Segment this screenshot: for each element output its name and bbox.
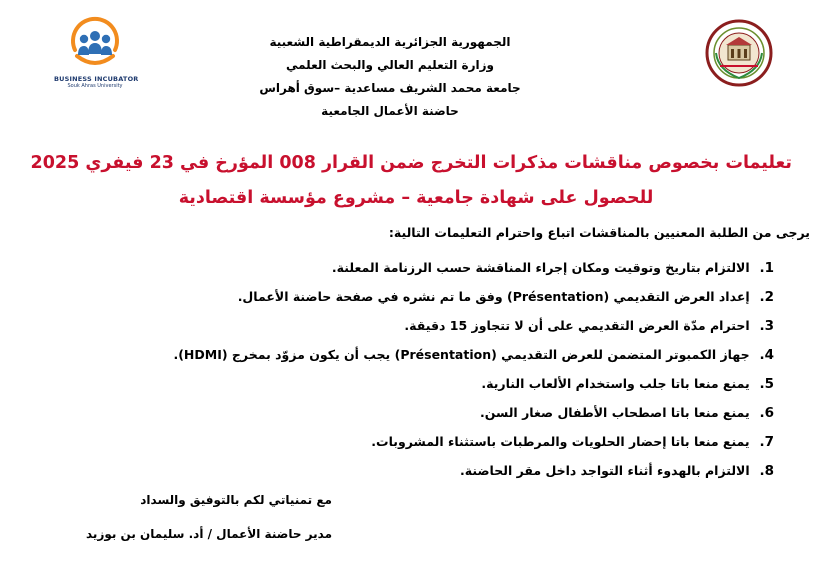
- rules-list: [54, 256, 774, 488]
- header-incubator: حاضنة الأعمال الجامعية: [321, 104, 459, 118]
- university-seal-logo: [704, 18, 774, 88]
- rule-item: [54, 430, 774, 459]
- director-signature: مدير حاضنة الأعمال / أد. سليمان بن بوزيد: [86, 527, 332, 541]
- rule-number: 7.: [759, 434, 774, 450]
- header-republic: الجمهورية الجزائرية الديمقراطية الشعبية: [269, 35, 511, 49]
- university-seal-icon: [704, 18, 774, 88]
- rule-text: يمنع منعا باتا اصطحاب الأطفال صغار السن.: [480, 405, 750, 420]
- rule-number: 8.: [759, 463, 774, 479]
- rule-item: [54, 343, 774, 372]
- rule-item: [54, 401, 774, 430]
- rule-number: 4.: [759, 347, 774, 363]
- header-ministry: وزارة التعليم العالي والبحث العلمي: [285, 58, 495, 72]
- document-title-line-2: للحصول على شهادة جامعية – مشروع مؤسسة اقتصادية: [178, 188, 654, 208]
- rule-item: [54, 372, 774, 401]
- document-title-line-1: تعليمات بخصوص مناقشات مذكرات التخرج ضمن القرار 008 المؤرخ في 23 فيفري 2025: [30, 153, 792, 173]
- header-university: جامعة محمد الشريف مساعدية –سوق أهراس: [259, 81, 521, 95]
- rule-number: 6.: [759, 405, 774, 421]
- rule-number: 5.: [759, 376, 774, 392]
- incubator-people-icon: [65, 14, 125, 74]
- incubator-logo-title: BUSINESS INCUBATOR: [54, 75, 139, 83]
- rule-text: يمنع منعا باتا إحضار الحلويات والمرطبات باستثناء المشروبات.: [371, 434, 750, 449]
- incubator-logo-subtitle: Souk Ahras University: [67, 83, 123, 89]
- rule-number: 3.: [759, 318, 774, 334]
- rule-item: [54, 285, 774, 314]
- institution-header: [200, 31, 580, 123]
- rule-text: جهاز الكمبوتر المتضمن للعرض التقديمي (Présentation) يجب أن يكون مزوّد بمخرج (HDMI).: [173, 347, 750, 362]
- intro-paragraph: يرجى من الطلبة المعنيين بالمناقشات اتباع واحترام التعليمات التالية:: [388, 225, 810, 240]
- rule-number: 2.: [759, 289, 774, 305]
- closing-wish: مع تمنياتي لكم بالتوفيق والسداد: [140, 493, 332, 507]
- rule-text: الالتزام بتاريخ وتوقيت ومكان إجراء المناقشة حسب الرزنامة المعلنة.: [331, 260, 750, 275]
- rule-text: يمنع منعا باتا جلب واستخدام الألعاب النارية.: [481, 376, 750, 391]
- rule-text: احترام مدّة العرض التقديمي على أن لا تتجاوز 15 دقيقة.: [404, 318, 750, 333]
- rule-number: 1.: [759, 260, 774, 276]
- rule-item: [54, 256, 774, 285]
- rule-text: الالتزام بالهدوء أثناء التواجد داخل مقر الحاضنة.: [460, 463, 750, 478]
- rule-item: [54, 459, 774, 488]
- rule-text: إعداد العرض التقديمي (Présentation) وفق ما تم نشره في صفحة حاضنة الأعمال.: [237, 289, 750, 304]
- rule-item: [54, 314, 774, 343]
- business-incubator-logo: [54, 14, 139, 94]
